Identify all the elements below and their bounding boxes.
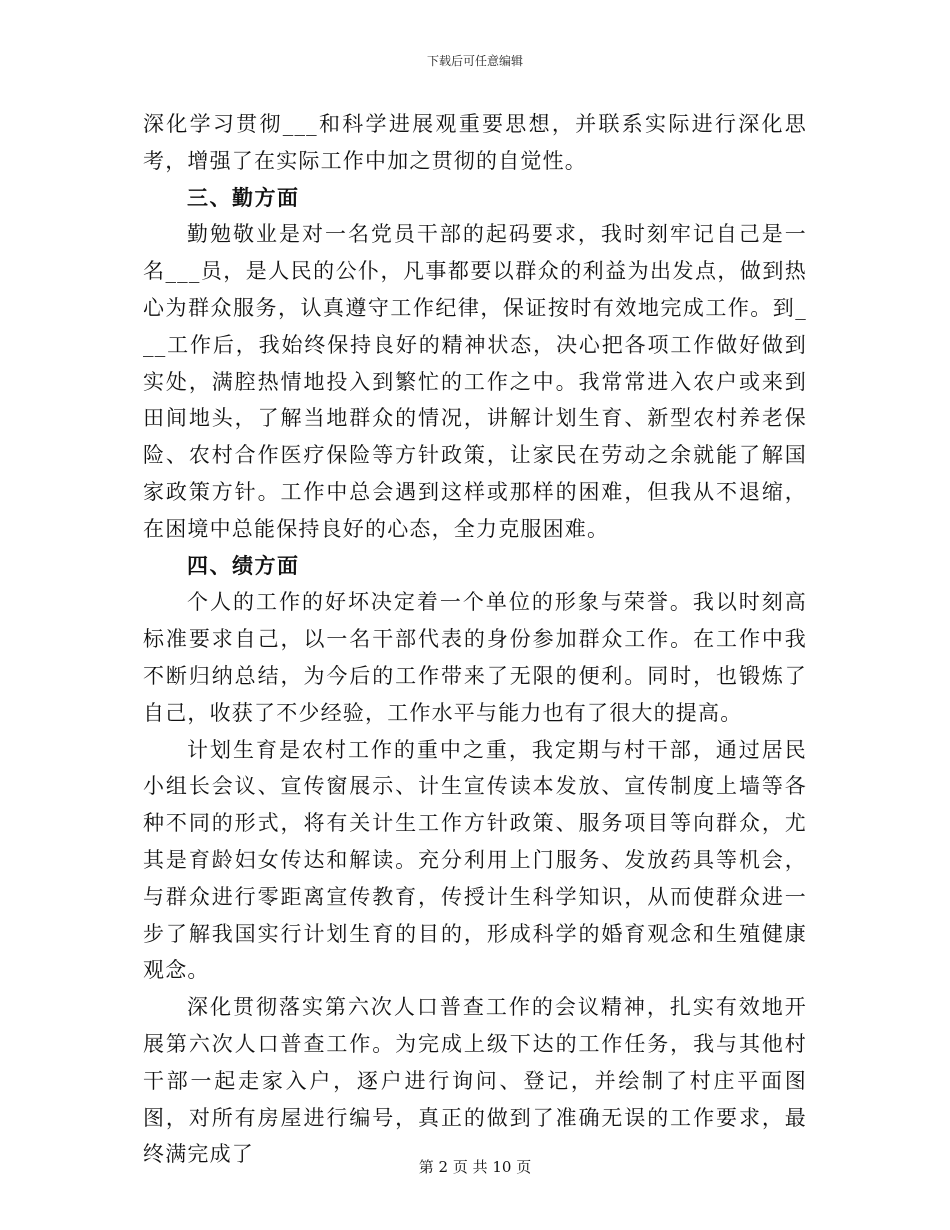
section-heading-results: 四、绩方面 <box>187 553 300 578</box>
intro-paragraph: 深化学习贯彻___和科学进展观重要思想，并联系实际进行深化思考，增强了在实际工作中加之贯彻的自觉性。 <box>143 112 807 173</box>
census-paragraph: 深化贯彻落实第六次人口普查工作的会议精神，扎实有效地开展第六次人口普查工作。为完成上级下达的工作任务，我与其他村干部一起走家入户，逐户进行询问、登记，并绘制了村庄平面图图，对所有房屋进行编号，真正的做到了准确无误的工作要求，最终满完成了 <box>143 995 807 1167</box>
diligence-paragraph: 勤勉敬业是对一名党员干部的起码要求，我时刻牢记自己是一名___员，是人民的公仆，凡事都要以群众的利益为出发点，做到热心为群众服务，认真遵守工作纪律，保证按时有效地完成工作。到___工作后，我始终保持良好的精神状态，决心把各项工作做好做到实处，满腔热情地投入到繁忙的工作之中。我常常进入农户或来到田间地头，了解当地群众的情况，讲解计划生育、新型农村养老保险、农村合作医疗保险等方针政策，让家民在劳动之余就能了解国家政策方针。工作中总会遇到这样或那样的困难，但我从不退缩，在困境中总能保持良好的心态，全力克服困难。 <box>143 222 807 541</box>
family-planning-paragraph: 计划生育是农村工作的重中之重，我定期与村干部，通过居民小组长会议、宣传窗展示、计生宣传读本发放、宣传制度上墙等各种不同的形式，将有关计生工作方针政策、服务项目等向群众，尤其是育龄妇女传达和解读。充分利用上门服务、发放药具等机会，与群众进行零距离宣传教育，传授计生科学知识，从而使群众进一步了解我国实行计划生育的目的，形成科学的婚育观念和生殖健康观念。 <box>143 737 807 983</box>
section-heading-diligence: 三、勤方面 <box>187 185 300 210</box>
page-number-footer: 第 2 页 共 10 页 <box>418 1158 532 1176</box>
page-header-note: 下载后可任意编辑 <box>426 54 523 68</box>
results-paragraph: 个人的工作的好坏决定着一个单位的形象与荣誉。我以时刻高标准要求自己，以一名干部代表的身份参加群众工作。在工作中我不断归纳总结，为今后的工作带来了无限的便利。同时，也锻炼了自己，收获了不少经验，工作水平与能力也有了很大的提高。 <box>143 590 807 725</box>
document-body <box>143 106 807 1173</box>
